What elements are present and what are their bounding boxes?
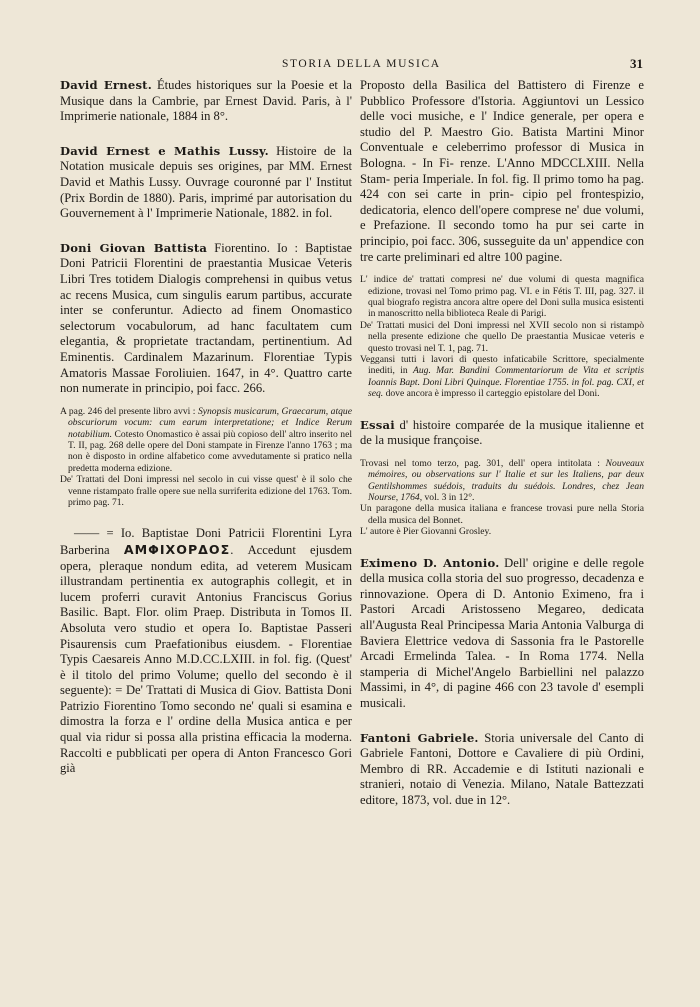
running-title: STORIA DELLA MUSICA <box>282 58 441 70</box>
bibliography-entry <box>360 556 644 712</box>
note-text: Un paragone della musica italiana e francese trovasi pure nella Storia della musica del Bonnet. <box>360 503 644 526</box>
entry-text: Études historiques sur la Poesie et la Musique dans la Cambrie, par Ernest David. Paris, à l' Imprimerie nationale, 1884 in 8°. <box>60 78 352 124</box>
bibliography-entry <box>360 78 644 265</box>
entry-text: Dell' origine e delle regole della musica colla storia del suo progresso, decadenza e rinnovazione. Opera di D. Antonio Eximeno, fra i Pastori Arcadi Aristosseno Megareo, dedicata all'Augusta Real Principessa Maria Antonia Valburga di Baviera Elettrice vedova di Sassonia fra le Pastorelle Arcadi Ermelinda Talea. - In Roma 1774. Nella stamperia di Michel'Angelo Barbiellini nel palazzo Massimi, in 4°, di pagine 466 con 23 tavole d' esempli musicali. <box>360 555 645 710</box>
note-text: dove ancora è impresso il carteggio epistolare del Doni. <box>383 388 600 400</box>
entry-author: Fantoni Gabriele. <box>360 730 479 745</box>
bibliography-entry <box>60 526 352 777</box>
bibliography-entry <box>360 418 644 449</box>
note-text: Cotesto Onomastico è assai più copioso dell' altro inserito nel T. II, pag. 268 delle opere del Doni stampate in Firenze l'anno 1763 ; ma non è disposto in ordine alfabetico come avvedutamente si pratico nella predetta moderna edizione. <box>68 428 352 474</box>
entry-text: Fiorentino. Io : Baptistae Doni Patricii Florentini de praestantia Musicae Veteris Libri Tres totidem Dialogis comprehensi in quibus vetus ac recens Musica, cum singulis earum partibus, accurate inter se conferuntur. Adiecto ad finem Onomastico selectorum vocabulorum, ad hanc facultatem cum elegantia, & proprietate tractandam, pertinentium. Ad Eminentis. Cardinalem Mazarinum. Florentiae Typis Amatoris Massae Foroliuien. 1647, in 4°. Quattro carte non numerate in principio, poi facc. 266. <box>60 240 352 396</box>
note-text: Trovasi nel tomo terzo, pag. 301, dell' opera intitolata : <box>360 457 606 469</box>
page-number: 31 <box>630 56 643 71</box>
bibliography-entry <box>60 241 352 397</box>
left-column <box>60 78 352 796</box>
entry-author: David Ernest. <box>60 78 152 92</box>
entry-text: —— = Io. Baptistae Doni Patricii Florentini Lyra Barberina <box>60 526 352 557</box>
greek-title: ΑΜΦΙΧΟΡΔΟΣ <box>123 541 231 557</box>
entry-note <box>360 458 644 538</box>
entry-text: Histoire de la Notation musicale depuis ses origines, par MM. Ernest David et Mathis Lussy. Ouvrage couronné par l' Institut (Prix Bordin de 1880). Paris, imprimé par autorisation du Gouvernement à l' Imprimerie Nationale, 1882. in fol. <box>60 143 352 221</box>
page-header <box>0 58 700 74</box>
entry-author: Essai <box>360 417 395 432</box>
bibliography-entry <box>60 78 352 125</box>
note-italic: Synopsis musicarum, Graecarum, atque obscuriorum vocum: cum earum interpretatione; et Indice Rerum notabilium. <box>68 405 352 440</box>
entry-author: Eximeno D. Antonio. <box>360 555 500 570</box>
entry-text: Storia universale del Canto di Gabriele Fantoni, Dottore e Cavaliere di più Ordini, Membro di RR. Accademie e di Istituti nazionali e stranieri, notaio di Venezia. Milano, Natale Battezzati editore, 1873, vol. due in 12°. <box>360 730 645 807</box>
entry-text: . Accedunt ejusdem opera, pleraque nondum edita, ad veterem Musicam illustrandam pertinentia ex autographis collegit, et in lucem proferri curavit Antonius Franciscus Gorius Basilic. Bapt. Flor. olim Praep. Distributa in Tomos II. Absoluta vero studio et opera Io. Baptistae Passeri Pisaurensis cum Praefationibus eiusdem. - Florentiae Typis Caesareis Anno M.D.CC.LXIII. in fol. fig. (Quest' è il titolo del primo Volume; quello del secondo è il seguente): = De' Trattati di Musica di Giov. Battista Doni Patrizio Fiorentino Tomo secondo ne' quali si esamina e dimostra la forza e l' ordine della Musica antica e per qual via ridur si possa alla pristina efficacia la moderna. Raccolti e pubblicati per opera di Anton Francesco Gori già <box>60 542 352 776</box>
right-column <box>360 78 644 828</box>
entry-author: David Ernest e Mathis Lussy. <box>60 143 269 158</box>
note-text: De' Trattati musici del Doni impressi nel XVII secolo non si ristampò nella presente edizione che quello De praestantia Musicae veteris e questo trovasi nel T. 1, pag. 71. <box>360 319 644 354</box>
note-text: vol. 3 in 12°. <box>422 492 475 503</box>
note-text: De' Trattati del Doni impressi nel secolo in cui visse quest' è il solo che venne ristampato fralle opere sue nella surriferita edizione del 1763. Tom. primo pag. 71. <box>60 474 352 508</box>
entry-text: Proposto della Basilica del Battistero di Firenze e Pubblico Professore d'Istoria. Aggiuntovi un Lessico delle voci musiche, e l' Indice generale, per opera e studio del P. Maestro Gio. Batista Martini Minor Conventuale e celeberrimo professor di Musica in Bologna. - In Fi- renze. L'Anno MDCCLXIII. Nella Stam- peria Imperiale. In fol. fig. Il primo tomo ha pag. 424 con sei carte in prin- cipio pel frontespizio, dedicatoria, elenco dell'opere comprese ne' due volumi, e Prefazione. Il secondo tomo ha pur sei carte in principio, poi facc. 306, susseguite da un' appendice con tre carte preliminari ed altre 100 pagine. <box>360 78 644 264</box>
bibliography-entry <box>360 731 644 809</box>
bibliography-entry <box>60 144 352 222</box>
entry-text: d' histoire comparée de la musique italienne et de la musique françoise. <box>360 417 644 448</box>
note-text: A pag. 246 del presente libro avvi : <box>60 405 198 417</box>
note-text: L' autore è Pier Giovanni Grosley. <box>360 526 492 538</box>
entry-author: Doni Giovan Battista <box>60 240 208 255</box>
entry-note <box>60 406 352 509</box>
entry-note <box>360 274 644 399</box>
note-text: L' indice de' trattati compresi ne' due volumi di questa magnifica edizione, trovasi nel Tomo primo pag. VI. e in Fétis T. III, pag. 327. il qual biografo registra ancora altre opere del Doni sulla musica esistenti in manoscritto nella biblioteca Reale di Parigi. <box>360 274 644 320</box>
note-text: Veggansi tutti i lavori di questo infaticabile Scrittore, specialmente inediti, in <box>360 353 644 377</box>
note-italic: Aug. Mar. Bandini Commentariorum de Vita et scriptis Ioannis Bapt. Doni Libri Quinque. Florentiae 1755. in fol. pag. CXI, et seq. <box>368 365 644 400</box>
note-italic: Nouveaux mémoires, ou observations sur l' Italie et sur les Italiens, par deux Gentilshommes suédois, traduits du suédois. Londres, chez Jean Nourse, 1764, <box>368 457 644 503</box>
